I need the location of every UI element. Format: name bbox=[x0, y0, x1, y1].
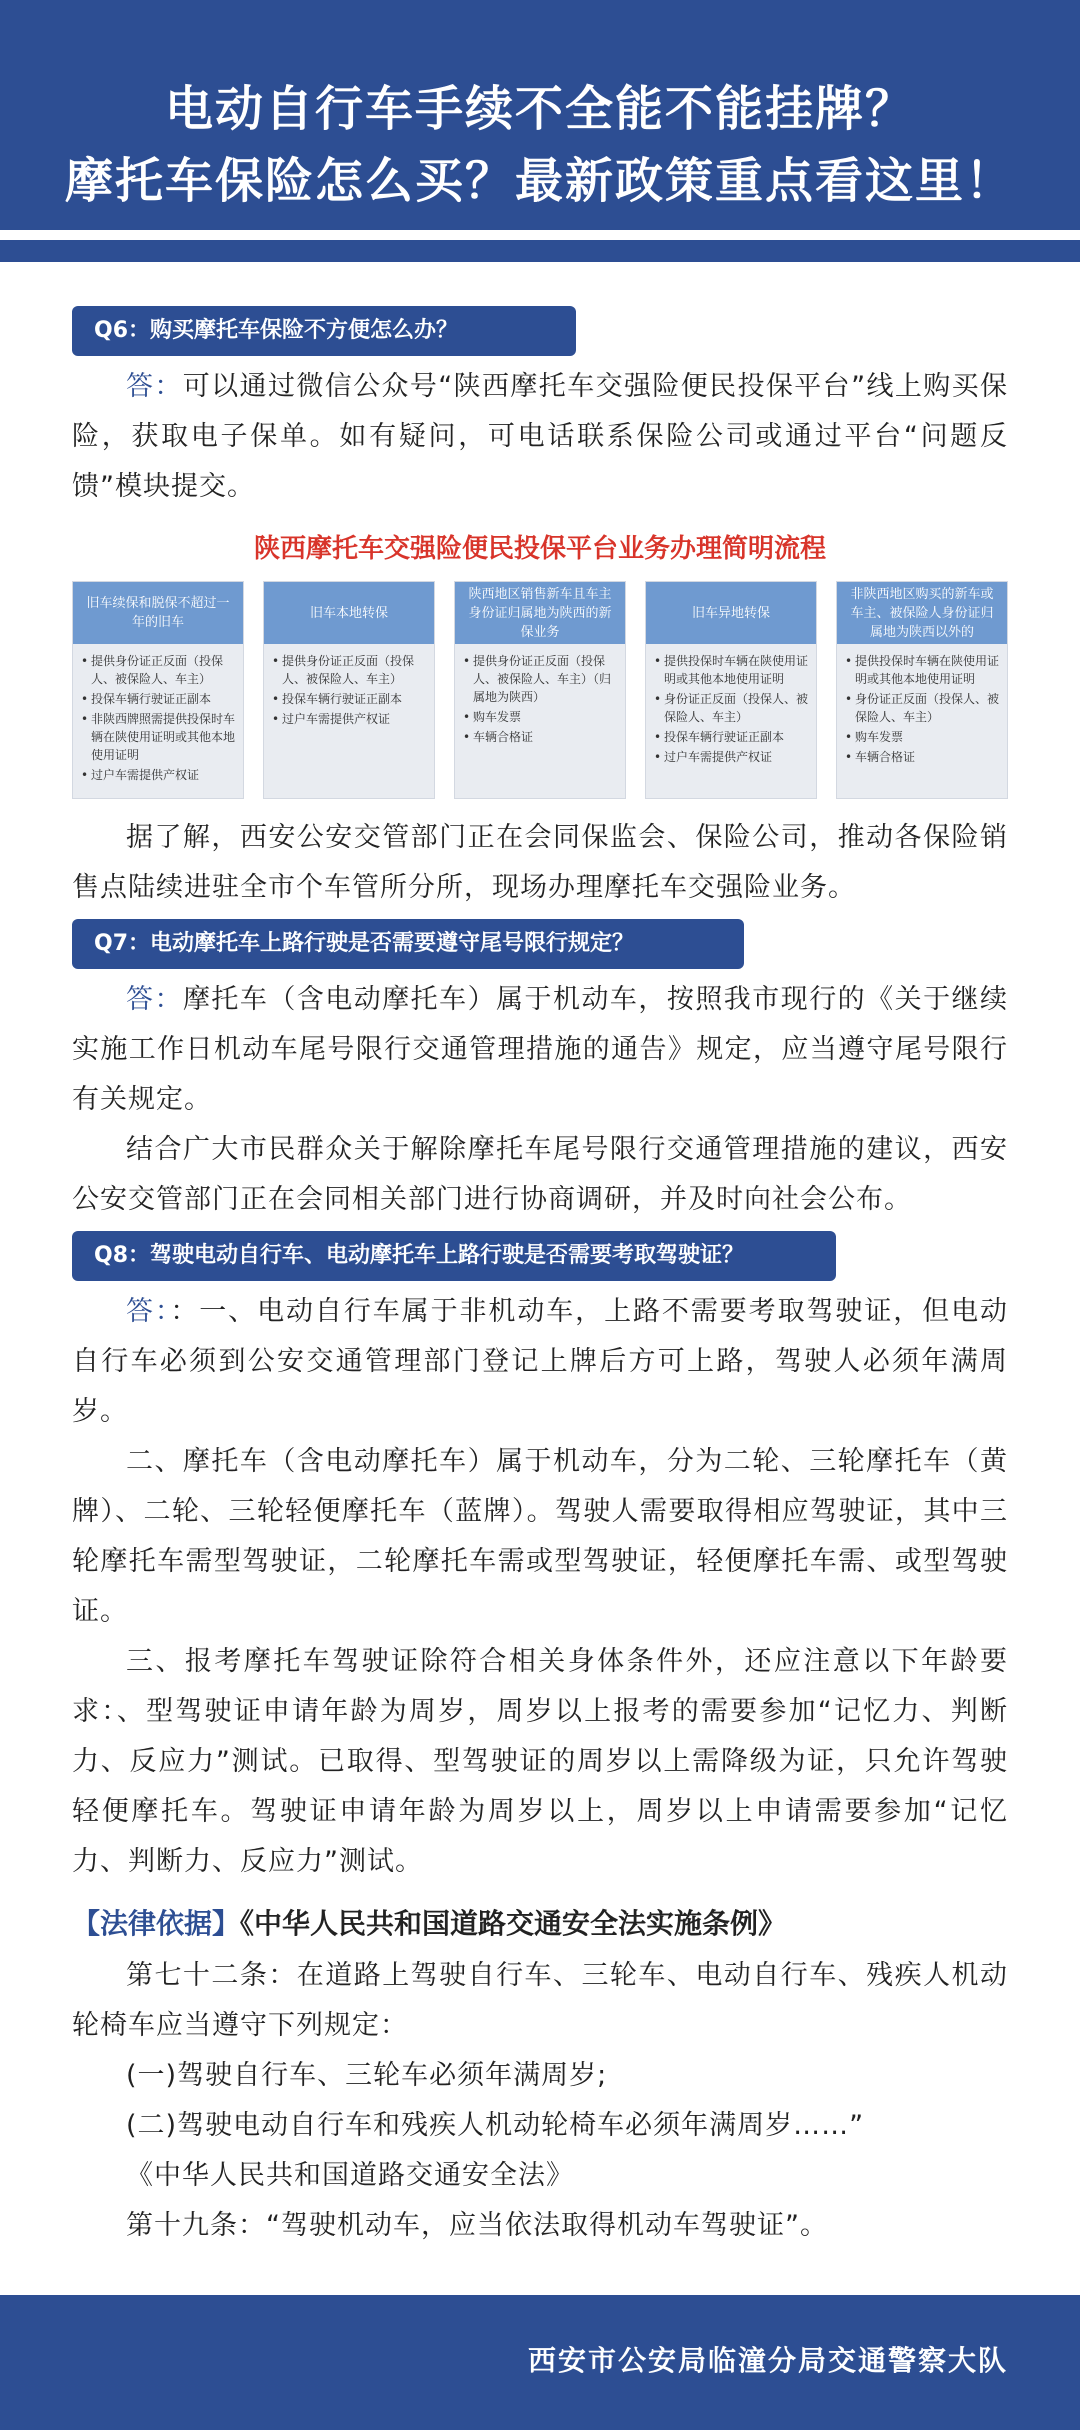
article-content bbox=[72, 300, 1008, 2251]
law-article-72: 第七十二条：在道路上驾驶自行车、三轮车、电动自行车、残疾人机动轮椅车应当遵守下列规定： bbox=[72, 1960, 1008, 2041]
flow-column bbox=[72, 581, 244, 799]
flow-chart bbox=[72, 581, 1008, 799]
header-banner bbox=[0, 0, 1080, 230]
answer-text: 可以通过微信公众号“陕西摩托车交强险便民投保平台”线上购买保险，获取电子保单。如有疑问，可电话联系保险公司或通过平台“问题反馈”模块提交。 bbox=[72, 371, 1008, 502]
answer-q8-p1 bbox=[72, 1287, 1008, 1437]
flow-item: • 购车发票 bbox=[845, 728, 999, 746]
q6-note: 据了解，西安公安交管部门正在会同保监会、保险公司，推动各保险销售点陆续进驻全市个车管所分所，现场办理摩托车交强险业务。 bbox=[72, 822, 1008, 903]
flow-column-head: 非陕西地区购买的新车或车主、被保险人身份证归属地为陕西以外的 bbox=[837, 582, 1007, 644]
answer-text: ：一、电动自行车属于非机动车，上路不需要考取驾驶证，但电动自行车必须到公安交通管理部门登记上牌后方可上路，驾驶人必须年满周岁。 bbox=[72, 1296, 1009, 1427]
flow-item: • 提供投保时车辆在陕使用证明或其他本地使用证明 bbox=[654, 652, 808, 688]
footer-org-name: 西安市公安局临潼分局交通警察大队 bbox=[527, 2344, 1008, 2377]
header-title-line2: 摩托车保险怎么买？最新政策重点看这里！ bbox=[64, 153, 1015, 209]
answer-label: 答： bbox=[126, 1296, 171, 1327]
flow-column bbox=[836, 581, 1008, 799]
header-divider-blue bbox=[0, 240, 1080, 262]
flow-item: • 提供身份证正反面（投保人、被保险人、车主） bbox=[272, 652, 426, 688]
law-title-regulation: 《中华人民共和国道路交通安全法实施条例》 bbox=[240, 1907, 787, 1940]
flow-item: • 过户车需提供产权证 bbox=[654, 748, 808, 766]
flow-item: • 身份证正反面（投保人、被保险人、车主） bbox=[654, 690, 808, 726]
flow-item: • 身份证正反面（投保人、被保险人、车主） bbox=[845, 690, 999, 726]
question-q6: Q6：购买摩托车保险不方便怎么办？ bbox=[72, 306, 576, 356]
flow-title: 陕西摩托车交强险便民投保平台业务办理简明流程 bbox=[253, 534, 826, 564]
law-item-2: (二)驾驶电动自行车和残疾人机动轮椅车必须年满周岁……” bbox=[126, 2110, 865, 2141]
law-article-19: 第十九条：“驾驶机动车，应当依法取得机动车驾驶证”。 bbox=[126, 2210, 828, 2241]
flow-item: • 投保车辆行驶证正副本 bbox=[81, 690, 235, 708]
header-title-line1: 电动自行车手续不全能不能挂牌？ bbox=[164, 81, 915, 137]
q7-note: 结合广大市民群众关于解除摩托车尾号限行交通管理措施的建议，西安公安交管部门正在会同相关部门进行协商调研，并及时向社会公布。 bbox=[72, 1134, 1008, 1215]
law-item-1: (一)驾驶自行车、三轮车必须年满周岁; bbox=[126, 2060, 608, 2091]
flow-column-head: 陕西地区销售新车且车主身份证归属地为陕西的新保业务 bbox=[455, 582, 625, 644]
flow-item: • 提供身份证正反面（投保人、被保险人、车主）（归属地为陕西） bbox=[463, 652, 617, 706]
header-divider-white bbox=[0, 230, 1080, 240]
flow-item: • 投保车辆行驶证正副本 bbox=[654, 728, 808, 746]
flow-column bbox=[645, 581, 817, 799]
answer-q6 bbox=[72, 362, 1008, 512]
flow-column bbox=[263, 581, 435, 799]
flow-item: • 过户车需提供产权证 bbox=[81, 766, 235, 784]
law-tag: 【法律依据】 bbox=[72, 1907, 241, 1940]
answer-q8-p3: 三、报考摩托车驾驶证除符合相关身体条件外，还应注意以下年龄要求：、型驾驶证申请年龄为周岁，周岁以上报考的需要参加“记忆力、判断力、反应力”测试。已取得、型驾驶证的周岁以上需降级为证，只允许驾驶轻便摩托车。驾驶证申请年龄为周岁以上，周岁以上申请需要参加“记忆力、判断力、反应力”测试。 bbox=[72, 1646, 1008, 1877]
flow-item: • 过户车需提供产权证 bbox=[272, 710, 426, 728]
question-q7: Q7：电动摩托车上路行驶是否需要遵守尾号限行规定？ bbox=[72, 919, 744, 969]
answer-q7 bbox=[72, 975, 1008, 1125]
flow-column bbox=[454, 581, 626, 799]
flow-item: • 非陕西牌照需提供投保时车辆在陕使用证明或其他本地使用证明 bbox=[81, 710, 235, 764]
flow-column-head: 旧车续保和脱保不超过一年的旧车 bbox=[73, 582, 243, 644]
answer-text: 摩托车（含电动摩托车）属于机动车，按照我市现行的《关于继续实施工作日机动车尾号限行交通管理措施的通告》规定，应当遵守尾号限行有关规定。 bbox=[72, 984, 1009, 1115]
law-title-act: 《中华人民共和国道路交通安全法》 bbox=[126, 2160, 574, 2191]
flow-item: • 车辆合格证 bbox=[463, 728, 617, 746]
flow-item: • 购车发票 bbox=[463, 708, 617, 726]
flow-item: • 车辆合格证 bbox=[845, 748, 999, 766]
law-basis-heading bbox=[72, 1897, 1008, 1951]
answer-label: 答： bbox=[126, 984, 183, 1015]
answer-q8-p2: 二、摩托车（含电动摩托车）属于机动车，分为二轮、三轮摩托车（黄牌）、二轮、三轮轻便摩托车（蓝牌）。驾驶人需要取得相应驾驶证，其中三轮摩托车需型驾驶证，二轮摩托车需或型驾驶证，轻便摩托车需、或型驾驶证。 bbox=[72, 1446, 1008, 1627]
flow-item: • 投保车辆行驶证正副本 bbox=[272, 690, 426, 708]
question-q8: Q8：驾驶电动自行车、电动摩托车上路行驶是否需要考取驾驶证？ bbox=[72, 1231, 836, 1281]
footer-banner bbox=[0, 2295, 1080, 2430]
answer-label: 答： bbox=[126, 371, 183, 402]
flow-column-head: 旧车本地转保 bbox=[264, 582, 434, 644]
flow-item: • 提供投保时车辆在陕使用证明或其他本地使用证明 bbox=[845, 652, 999, 688]
flow-item: • 提供身份证正反面（投保人、被保险人、车主） bbox=[81, 652, 235, 688]
flow-column-head: 旧车异地转保 bbox=[646, 582, 816, 644]
